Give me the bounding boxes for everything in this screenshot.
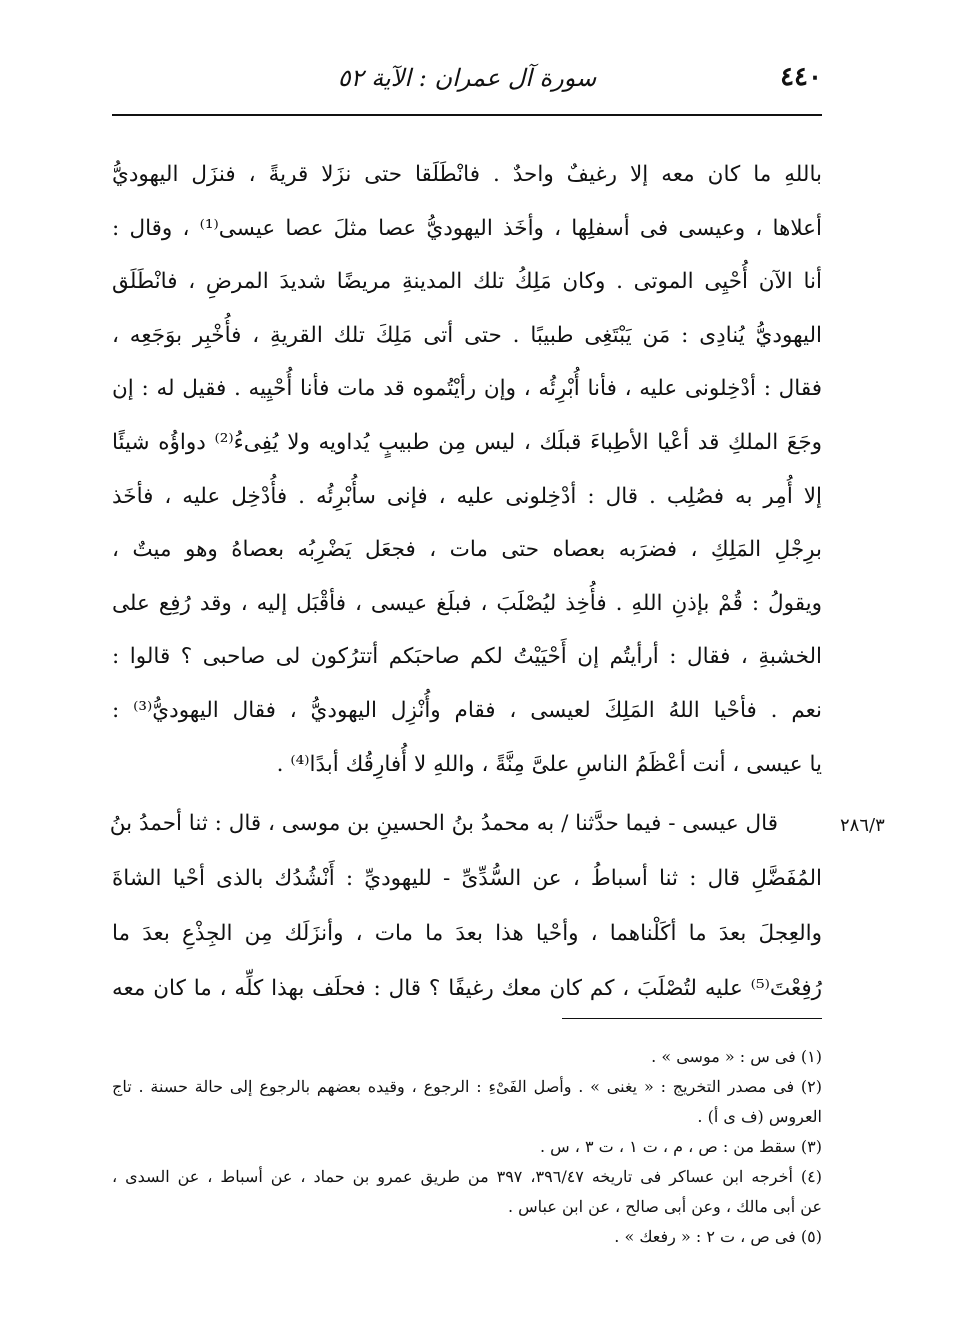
text-line: وجَعَ الملكِ قد أعْيا الأطِباءَ قبلَك ، ليس مِن طبيبٍ يُداويه ولا يُفِىءُ⁽²⁾ دواؤُه شيئًا	[112, 429, 822, 455]
text-line: باللهِ ما كان معه إلا رغيفٌ واحدٌ . فانْطَلَقا حتى نزَلا قريةً ، فنزَل اليهوديُّ	[112, 162, 822, 187]
footnote: (٤) أخرجه ابن عساكر فى تاريخه ٣٩٦/٤٧، ٣٩٧ من طريق عمرو بن حماد ، عن أسباط ، عن السدى ،	[112, 1167, 823, 1186]
footnotes	[112, 1042, 822, 1252]
text-line: قال عيسى - فيما حدَّثنا / به محمدُ بنُ الحسينِ بن موسى ، قال : ثنا أحمدُ بنُ	[109, 811, 778, 836]
text-line: رُفِعْتَ⁽⁵⁾ عليه لتُصْلَبَ ، كم كان معك رغيفًا ؟ قال : فحلَف بهذا كلِّه ، ما كان معه	[112, 976, 822, 1001]
page-header	[112, 62, 822, 102]
footnote-continuation: العروس (ف ى أ) .	[697, 1107, 822, 1126]
text-line: نعم . فأحْيا اللهُ المَلِكَ لعيسى ، فقام وأُنْزِل اليهوديُّ ، فقال اليهوديُّ⁽³⁾ :	[112, 697, 823, 723]
second-paragraph	[109, 796, 822, 1016]
text-line: ويقولُ : قُمْ بإذنِ اللهِ . فأُخِذ ليُصْلَبَ ، فبلَغ عيسى ، فأقْبَل إليه ، وقد رُفِع على	[112, 590, 822, 616]
text-line: إلا أُمِر به فصُلِب . قال : أدْخِلونى عليه ، فإنى سأُبْرِئُه . فأُدْخِل عليه ، فأخَذ	[112, 483, 822, 509]
footnote: (١) فى س : « موسى » .	[651, 1047, 822, 1066]
text-line: المُفَضَّلِ قال : ثنا أسباطُ ، عن السُّدِّىِّ - لليهوديِّ : أَنْشُدُك بالذى أحْيا الشاةَ	[112, 866, 822, 891]
text-line: الخشبةِ ، فقال : أرأيتُم إن أَحْيَيْتُ لكم صاحبَكم أتترُكون لى صاحبى ؟ قالوا :	[112, 644, 822, 670]
margin-reference: ٢٨٦/٣	[840, 815, 885, 836]
text-line: برِجْلِ المَلِكِ ، فضرَبه بعصاه حتى مات ، فجعَل يَضْرِبُه بعصاهُ وهو ميتٌ ،	[112, 537, 822, 563]
footnote: (٢) فى مصدر التخريج : « يغنى » . وأصل الفَىْءِ : الرجوع ، وقيده بعضهم بالرجوع إلى حالة حسنة . تاج	[112, 1077, 822, 1096]
text-line: اليهوديُّ يُنادِى : مَن يَبْتَغِى طبيبًا . حتى أتى مَلِكَ تلك القريةِ ، فأُخْبِر بوَجَعِه ،	[112, 322, 822, 348]
text-line: فقال : أدْخِلونى عليه ، فأنا أُبْرِئُه ، وإن رأيْتُموه قد مات فأنا أُحْيِيه . فقيل له : إن	[112, 376, 822, 402]
header-rule	[112, 114, 822, 116]
text-line: أعلاها ، وعيسى فى أسفلِها ، وأخَذ اليهوديُّ عصا مثلَ عصا عيسى⁽¹⁾ ، وقال :	[112, 215, 822, 241]
main-paragraph	[112, 148, 822, 791]
running-title: سورة آل عمران : الآية ٥٢	[337, 64, 597, 92]
footnote: (٥) فى ص ، ت ٢ : « رفعك » .	[614, 1227, 822, 1246]
text-line: والعِجلَ بعدَ ما أكَلْناهما ، وأحْيا هذا بعدَ ما مات ، وأنزَلَك مِن الجِذْعِ بعدَ ما	[112, 921, 822, 946]
footnote: (٣) سقط من : ص ، م ، ت ١ ، ت ٣ ، س .	[539, 1137, 822, 1156]
footnote-continuation: عن أبى مالك ، وعن أبى صالح ، عن ابن عباس .	[507, 1197, 822, 1216]
text-line: يا عيسى ، أنت أعْظَمُ الناسِ علىَّ مِنَّةً ، واللهِ لا أُفارِقُك أبدًا⁽⁴⁾ .	[276, 751, 822, 777]
page-number: ٤٤٠	[780, 62, 822, 92]
text-line: أنا الآن أُحْيِى الموتى . وكان مَلِكُ تلك المدينةِ مريضًا شديدَ المرضِ ، فانْطَلَق	[112, 269, 822, 295]
footnote-rule	[562, 1018, 822, 1019]
